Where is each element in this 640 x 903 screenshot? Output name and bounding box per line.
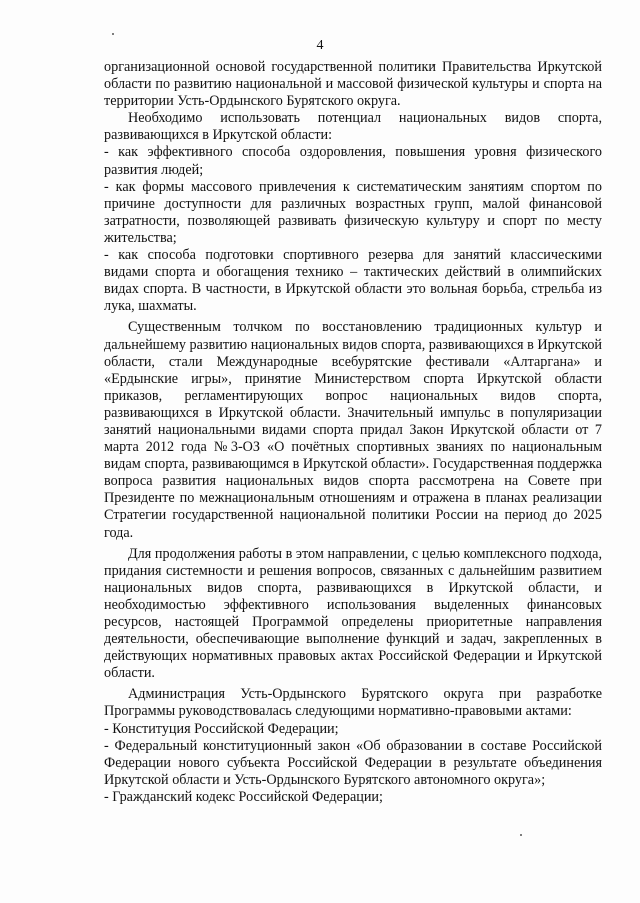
list-item: - Конституция Российской Федерации;	[104, 720, 339, 737]
paragraph: организационной основой государственной политики Правительства Иркутской области по развитию национальной и массовой физической культуры и спорта на территории Усть-Ордынского Бурятского округа.	[104, 59, 602, 110]
document-body	[104, 59, 602, 806]
scan-speck	[112, 33, 114, 35]
scan-speck	[520, 834, 522, 836]
list-item: - как способа подготовки спортивного резерва для занятий классическими видами спорта и обогащения технико – тактических действий в олимпийских видах спорта. В частности, в Иркутской области это вольная борьба, стрельба из лука, шахматы.	[104, 247, 602, 315]
list-item: - как формы массового привлечения к систематическим занятиям спортом по причине доступности для различных возрастных групп, малой финансовой затратности, позволяющей развивать физическую культуру и спорт по месту жительства;	[104, 178, 602, 246]
paragraph: Необходимо использовать потенциал национальных видов спорта, развивающихся в Иркутской области:	[104, 110, 602, 144]
list-item: - Гражданский кодекс Российской Федерации;	[104, 788, 383, 805]
list-item: - Федеральный конституционный закон «Об образовании в составе Российской Федерации нового субъекта Российской Федерации в результате объединения Иркутской области и Усть-Ордынского Бурятского автономного округа»;	[104, 737, 602, 788]
paragraph: Существенным толчком по восстановлению традиционных культур и дальнейшему развитию национальных видов спорта, развивающихся в Иркутской области, стали Международные всебурятские фестивали «Алтаргана» и «Ердынские игры», принятие Министерством спорта Иркутской области приказов, регламентирующих вопрос национальных видов спорта, развивающихся в Иркутской области. Значительный импульс в популяризации занятий национальными видами спорта придал Закон Иркутской области от 7 марта 2012 года №3-ОЗ «О почётных спортивных званиях по национальным видам спорта, развивающимся в Иркутской области». Государственная поддержка вопроса развития национальных видов спорта рассмотрена на Совете при Президенте по межнациональным отношениям и отражена в планах реализации Стратегии государственной национальной политики России на период до 2025 года.	[104, 319, 602, 541]
page-number: 4	[316, 38, 324, 53]
paragraph: Для продолжения работы в этом направлении, с целью комплексного подхода, придания системности и решения вопросов, связанных с дальнейшим развитием национальных видов спорта, развивающихся в Иркутской области, и необходимостью эффективного использования выделенных финансовых ресурсов, настоящей Программой определены приоритетные направления деятельности, обеспечивающие выполнение функций и задач, закрепленных в действующих нормативных правовых актах Российской Федерации и Иркутской области.	[104, 545, 602, 682]
list-item: - как эффективного способа оздоровления, повышения уровня физического развития людей;	[104, 144, 602, 178]
paragraph: Администрация Усть-Ордынского Бурятского округа при разработке Программы руководствовалась следующими нормативно-правовыми актами:	[104, 686, 602, 720]
